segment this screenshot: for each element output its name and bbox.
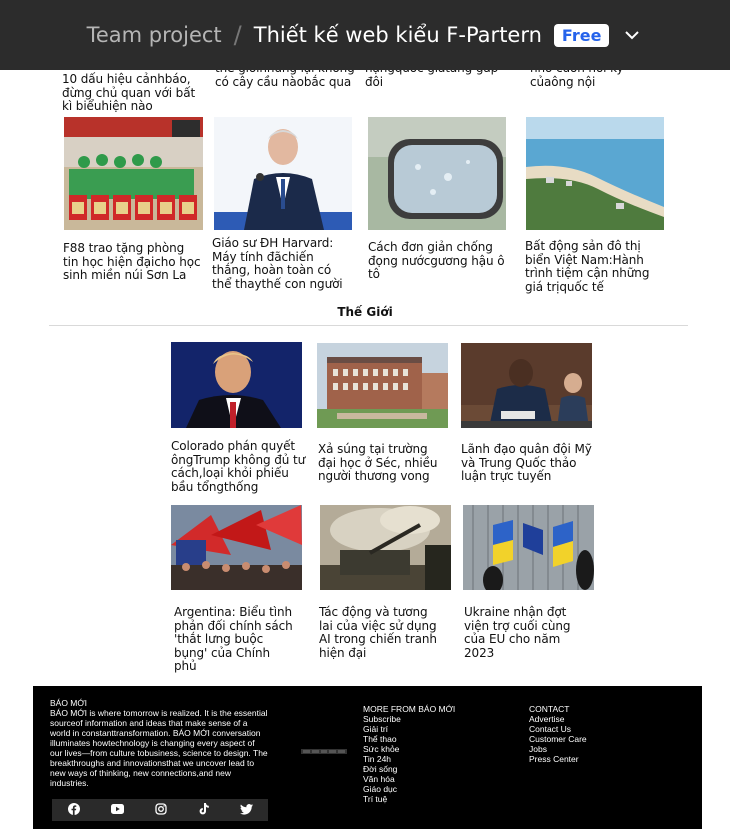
footer-link[interactable]: Advertise	[529, 714, 565, 724]
footer-link[interactable]: Giải trí	[363, 724, 389, 734]
youtube-icon[interactable]	[111, 804, 124, 816]
tiktok-icon[interactable]	[198, 803, 209, 817]
footer-brand[interactable]: BÁO MỚI	[50, 698, 88, 708]
project-link[interactable]: Team project	[86, 23, 222, 47]
instagram-icon[interactable]	[155, 803, 167, 817]
article-caption[interactable]: Ukraine nhận đợt viện trợ cuối cùng của EU cho năm 2023	[464, 605, 571, 660]
file-title[interactable]: Thiết kế web kiểu F-Partern	[253, 23, 542, 47]
footer-contact-title: CONTACT	[529, 704, 570, 714]
article-caption[interactable]: Giáo sư ĐH Harvard: Máy tính đãchiến thắng, hoàn toàn có thể thaythế con người	[212, 236, 343, 291]
article-image-generals[interactable]	[461, 343, 592, 428]
article-caption[interactable]: F88 trao tặng phòng tin học hiện đạicho học sinh miền núi Sơn La	[63, 241, 201, 282]
section-title: Thế Giới	[337, 305, 393, 319]
article-image-trump[interactable]	[171, 342, 302, 428]
article-caption[interactable]: củaông nội	[530, 74, 596, 89]
footer-link[interactable]: Subscribe	[363, 714, 401, 724]
article-caption[interactable]: Colorado phán quyết ôngTrump không đủ tư cách,loại khỏi phiếu bầu tổngthống	[171, 439, 306, 494]
footer-link[interactable]: Trí tuệ	[363, 794, 388, 804]
article-image-university[interactable]	[317, 343, 448, 428]
facebook-icon[interactable]	[68, 803, 80, 817]
footer-link[interactable]: Press Center	[529, 754, 579, 764]
article-caption[interactable]: Lãnh đạo quân đội Mỹ và Trung Quốc thảo luận trực tuyến	[461, 442, 592, 483]
article-image-artillery[interactable]	[320, 505, 451, 590]
footer-link[interactable]: Sức khỏe	[363, 744, 400, 754]
article-caption[interactable]: 10 dấu hiệu cảnhbáo, đừng chủ quan với bất kì biểuhiện nào	[62, 72, 196, 113]
breadcrumb-separator: /	[233, 21, 242, 49]
footer-link[interactable]: Tin 24h	[363, 754, 392, 764]
footer-link[interactable]: Giáo dục	[363, 784, 398, 794]
section-divider	[49, 325, 688, 326]
carousel-indicator[interactable]	[301, 749, 347, 754]
article-image-ukraine-flags[interactable]	[463, 505, 594, 590]
footer-more-title: MORE FROM BÁO MỚI	[363, 704, 456, 714]
footer-link[interactable]: Đời sống	[363, 764, 398, 774]
footer-link[interactable]: Jobs	[529, 744, 547, 754]
article-caption[interactable]: Tác động và tương lai của việc sử dụng AI trong chiến tranh hiện đại	[319, 605, 437, 660]
footer-link[interactable]: Contact Us	[529, 724, 572, 734]
article-caption[interactable]: Bất động sản đô thị biển Việt Nam:Hành trình tiệm cận những giá trịquốc tế	[525, 239, 650, 294]
footer-link[interactable]: Customer Care	[529, 734, 587, 744]
footer-contact-links	[529, 704, 587, 764]
footer-about-text: BÁO MỚI is where tomorrow is realized. It is the essential sourceof information and ideas that make sense of a world in constanttransformation. BÁO MỚI conversation illuminates howtechnology is changing every aspect of our lives—from culture tobusiness, science to design. The breakthroughs and innovationsthat we uncover lead to new ways of thinking, new connections,and new industries.	[50, 708, 268, 788]
article-caption[interactable]: có cây cầu nàobắc qua	[215, 74, 352, 89]
social-bar	[52, 799, 268, 821]
chevron-down-icon[interactable]	[621, 24, 643, 46]
footer-more-links	[363, 704, 455, 804]
footer-link[interactable]: Thể thao	[363, 734, 397, 744]
footer	[33, 686, 702, 829]
plan-badge: Free	[554, 24, 610, 47]
article-image-classroom[interactable]	[64, 117, 203, 230]
article-image-mirror[interactable]	[368, 117, 506, 230]
article-caption[interactable]: Argentina: Biểu tình phản đối chính sách 'thắt lưng buộc bụng' của Chính phủ	[174, 605, 293, 673]
top-bar	[0, 0, 730, 70]
footer-link[interactable]: Văn hóa	[363, 774, 395, 784]
article-caption[interactable]: đôi	[365, 74, 383, 89]
twitter-icon[interactable]	[240, 804, 253, 817]
article-image-protest[interactable]	[171, 505, 302, 590]
article-image-professor[interactable]	[214, 117, 352, 230]
article-image-coast[interactable]	[526, 117, 664, 230]
article-caption[interactable]: Cách đơn giản chống đọng nướcgương hậu ô tô	[368, 240, 505, 281]
article-caption[interactable]: Xả súng tại trường đại học ở Séc, nhiều người thương vong	[318, 442, 438, 483]
footer-about	[50, 698, 268, 788]
